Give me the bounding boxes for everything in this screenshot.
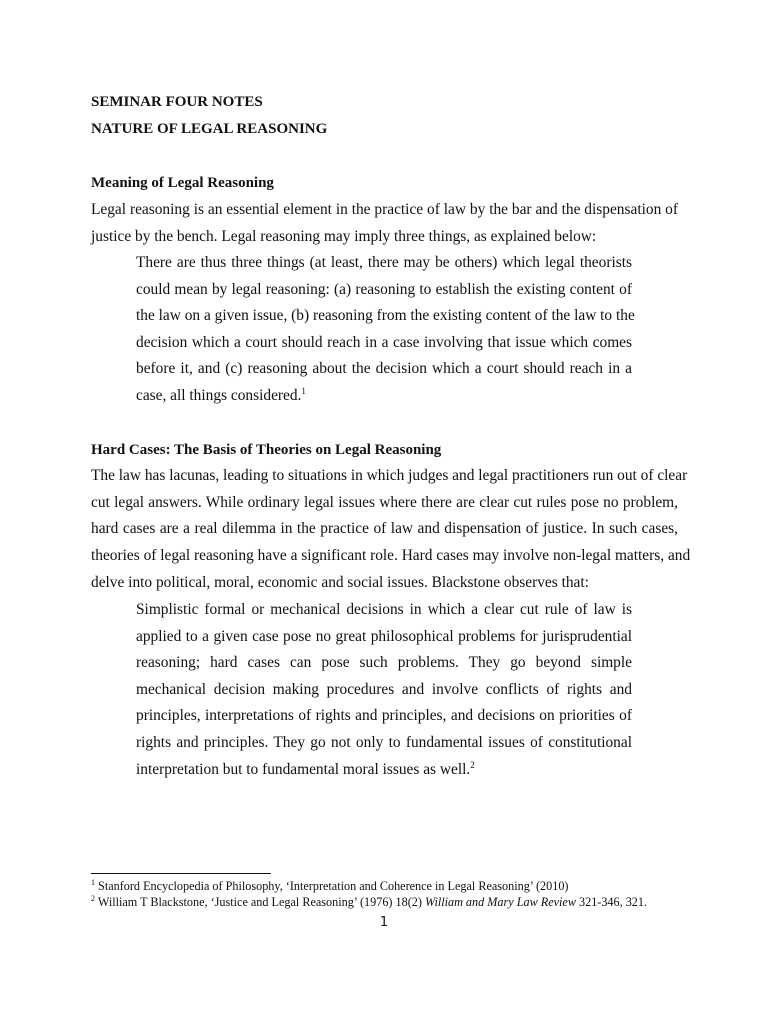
journal-title: William and Mary Law Review [424,895,576,909]
footnote-text: William T Blackstone, ‘Justice and Legal Reasoning’ (1976) 18(2) [97,895,425,909]
block-quote-hard-cases [136,597,632,783]
footnote-number: 2 [91,893,95,903]
text-line: cut legal answers. While ordinary legal issues where there are clear cut rules pose no problem, [91,493,678,511]
text-line: Simplistic formal or mechanical decisions in which a clear cut rule of law is [136,601,632,618]
text-line: principles, interpretations of rights and principles, and decisions on priorities of [136,707,632,725]
footnote-ref[interactable]: 1 [301,385,306,396]
text-line: delve into political, moral, economic and social issues. Blackstone observes that: [91,573,589,591]
text-line: rights and principles. They go not only to fundamental issues of constitutional [136,733,632,751]
footnote-ref[interactable]: 2 [470,759,475,770]
text-line: Legal reasoning is an essential element in the practice of law by the bar and the dispensation of [91,201,678,218]
text-line: reasoning; hard cases can pose such problems. They go beyond simple [136,654,632,672]
footnote-text: Stanford Encyclopedia of Philosophy, ‘Interpretation and Coherence in Legal Reasoning’ (2010) [98,879,569,893]
paragraph-hard-cases [91,463,691,597]
document-title: SEMINAR FOUR NOTES [91,94,263,110]
text-line: mechanical decision making procedures and involve conflicts of rights and [136,680,632,698]
page-number: 1 [379,915,389,930]
text-line: applied to a given case pose no great philosophical problems for jurisprudential [136,627,632,645]
text-line: The law has lacunas, leading to situations in which judges and legal practitioners run out of clear [91,467,688,484]
text-line: theories of legal reasoning have a significant role. Hard cases may involve non-legal matters, and [91,547,691,565]
footnote-2 [91,895,647,909]
text-line: justice by the bench. Legal reasoning may imply three things, as explained below: [91,227,597,245]
footnote-number: 1 [91,877,95,887]
text-line: hard cases are a real dilemma in the practice of law and dispensation of justice. In such cases, [91,520,678,538]
text-line: There are thus three things (at least, there may be others) which legal theorists [136,254,632,271]
text-line-last [136,757,632,784]
footnote-text-tail: 321-346, 321. [575,895,648,909]
footnote-separator [91,873,271,874]
footnote-1 [91,879,568,893]
block-quote-meaning [136,250,635,410]
paragraph-meaning [91,197,678,250]
text-line: case, all things considered. [136,386,302,404]
section-heading-hard-cases: Hard Cases: The Basis of Theories on Legal Reasoning [91,442,442,458]
text-line: decision which a court should reach in a case involving that issue which comes [136,333,632,351]
text-line: interpretation but to fundamental moral issues as well. [136,760,471,778]
section-heading-meaning: Meaning of Legal Reasoning [91,175,274,191]
text-line: before it, and (c) reasoning about the decision which a court should reach in a [136,360,632,378]
text-line-last [136,383,632,410]
text-line: could mean by legal reasoning: (a) reasoning to establish the existing content of [136,280,632,298]
text-line: the law on a given issue, (b) reasoning from the existing content of the law to the [136,307,635,325]
document-subtitle: NATURE OF LEGAL REASONING [91,121,328,137]
